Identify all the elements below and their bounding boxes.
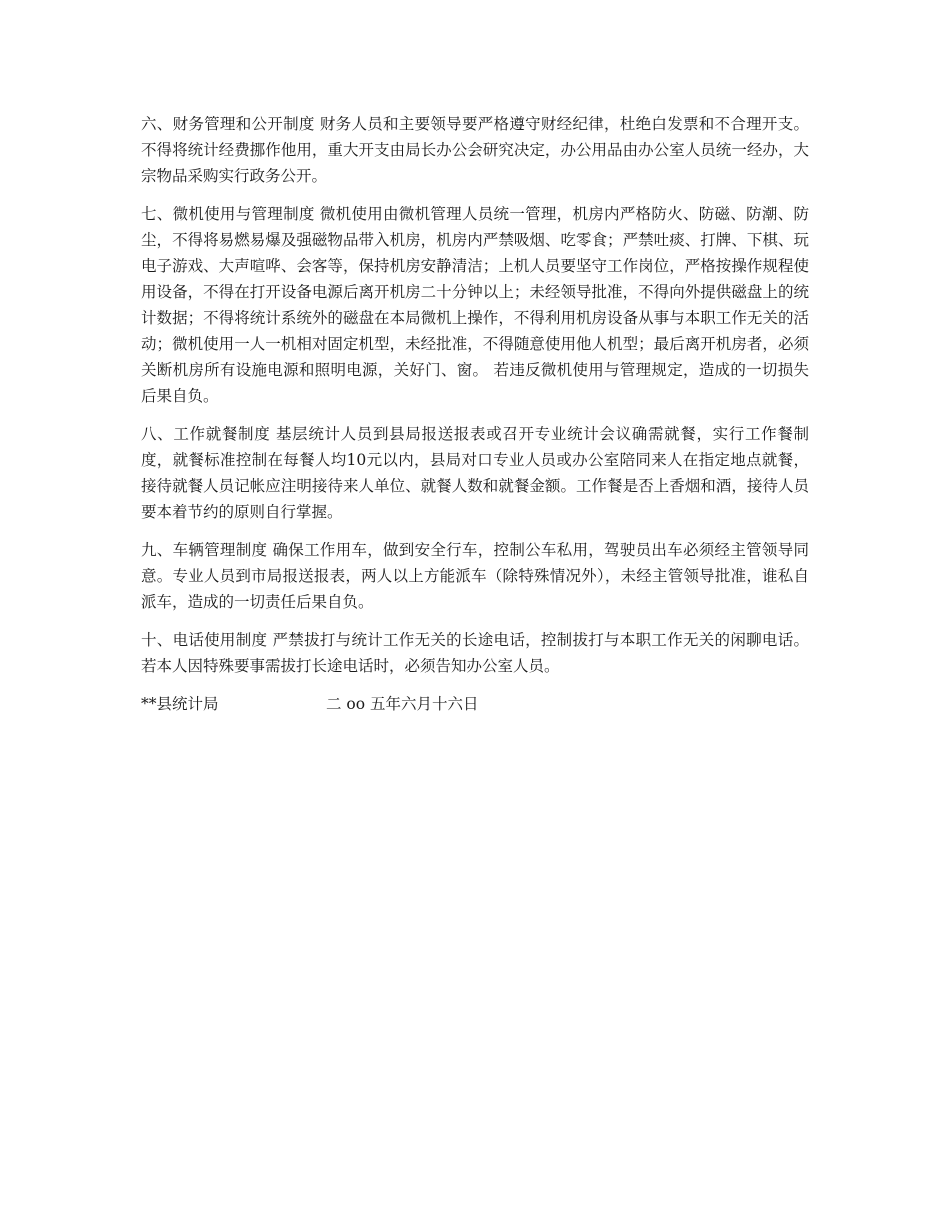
- paragraph-phone-rules: 十、电话使用制度 严禁拔打与统计工作无关的长途电话，控制拔打与本职工作无关的闲聊电话。若本人因特殊要事需拔打长途电话时，必须告知办公室人员。: [141, 631, 809, 675]
- paragraph-finance-rules: 六、财务管理和公开制度 财务人员和主要领导要严格遵守财经纪律，杜绝白发票和不合理开支。不得将统计经费挪作他用，重大开支由局长办公会研究决定，办公用品由办公室人员统一经办，大宗物品采购实行政务公开。: [141, 115, 809, 185]
- signature-line: [141, 691, 809, 717]
- signature-organization: **县统计局: [141, 695, 219, 713]
- document-body: [141, 111, 809, 717]
- paragraph-dining-rules: 八、工作就餐制度 基层统计人员到县局报送报表或召开专业统计会议确需就餐，实行工作餐制度，就餐标准控制在每餐人均10元以内，县局对口专业人员或办公室陪同来人在指定地点就餐，接待就餐人员记帐应注明接待来人单位、就餐人数和就餐金额。工作餐是否上香烟和酒，接待人员要本着节约的原则自行掌握。: [141, 425, 809, 521]
- paragraph-computer-rules: 七、微机使用与管理制度 微机使用由微机管理人员统一管理，机房内严格防火、防磁、防潮、防尘，不得将易燃易爆及强磁物品带入机房，机房内严禁吸烟、吃零食；严禁吐痰、打牌、下棋、玩电子游戏、大声喧哗、会客等，保持机房安静清洁；上机人员要坚守工作岗位，严格按操作规程使用设备，不得在打开设备电源后离开机房二十分钟以上；未经领导批准，不得向外提供磁盘上的统计数据；不得将统计系统外的磁盘在本局微机上操作，不得利用机房设备从事与本职工作无关的活动；微机使用一人一机相对固定机型，未经批准，不得随意使用他人机型；最后离开机房者，必须关断机房所有设施电源和照明电源，关好门、窗。 若违反微机使用与管理规定，造成的一切损失后果自负。: [141, 205, 809, 405]
- paragraph-vehicle-rules: 九、车辆管理制度 确保工作用车，做到安全行车，控制公车私用，驾驶员出车必须经主管领导同意。专业人员到市局报送报表，两人以上方能派车（除特殊情况外），未经主管领导批准，谁私自派车，造成的一切责任后果自负。: [141, 541, 809, 611]
- signature-date: 二 oo 五年六月十六日: [326, 695, 479, 713]
